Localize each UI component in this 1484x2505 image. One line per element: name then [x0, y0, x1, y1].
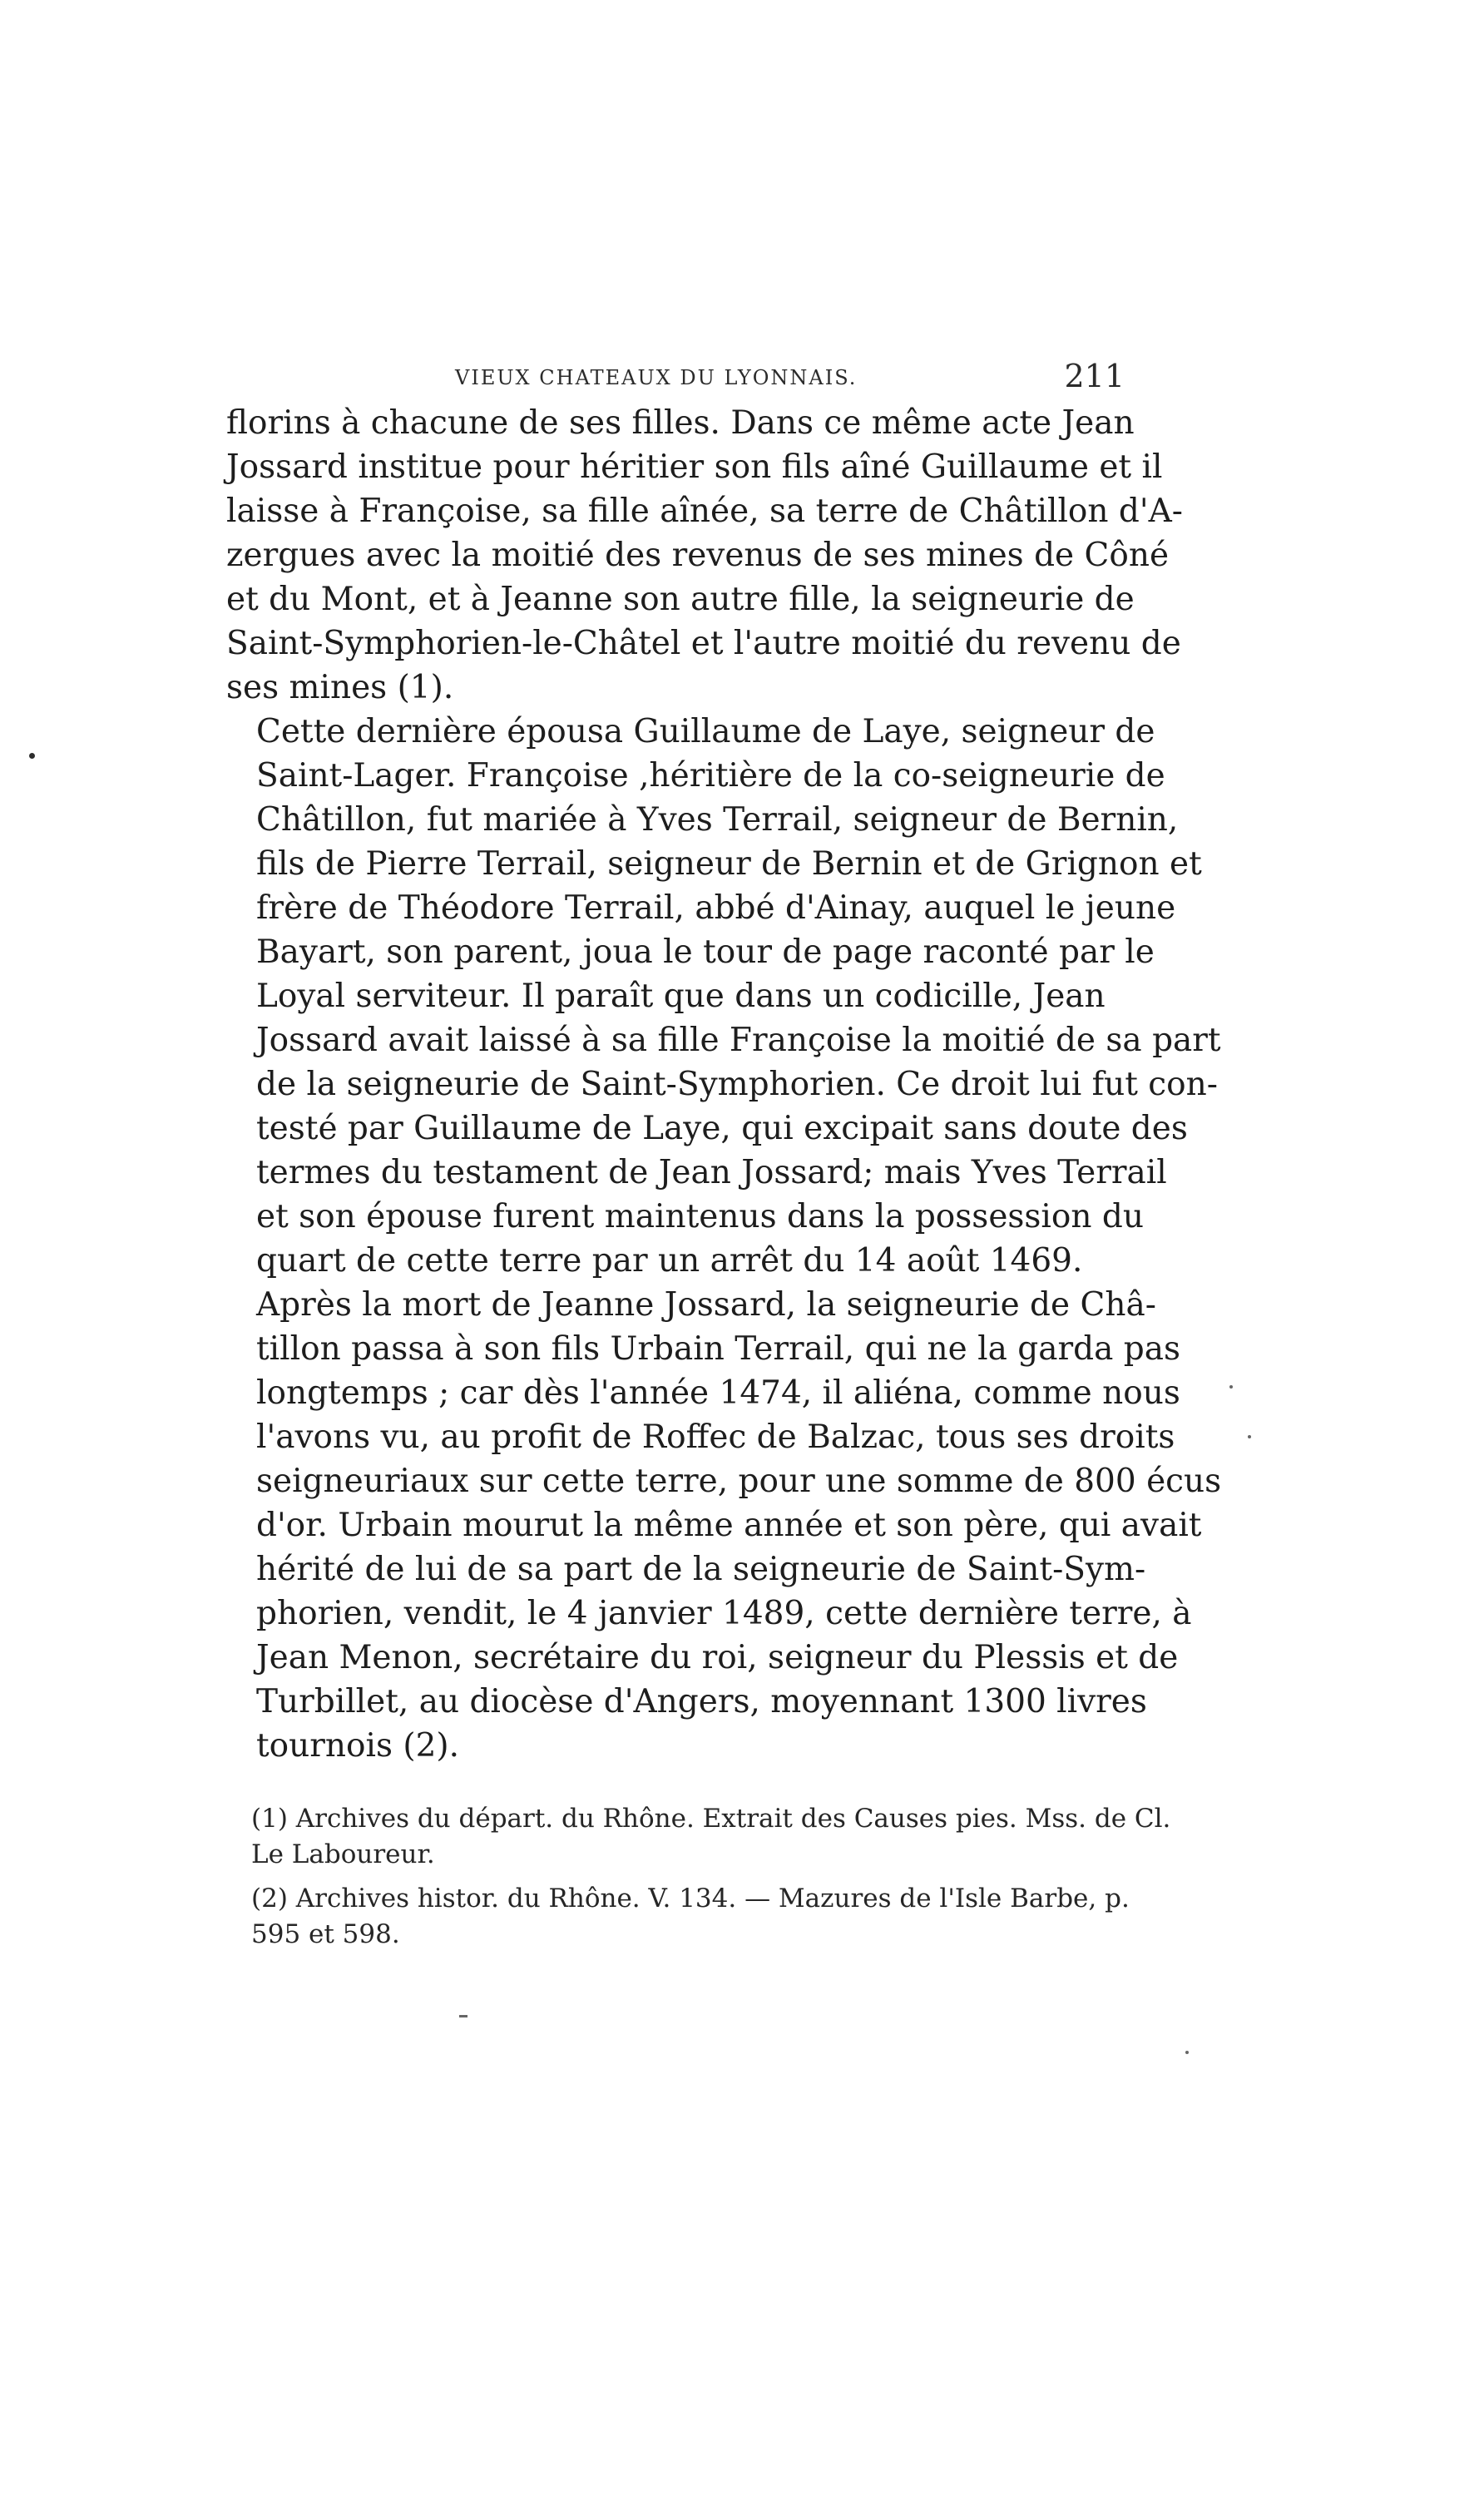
scan-speck [29, 753, 35, 759]
text-line: Loyal serviteur. Il paraît que dans un codicille, Jean [256, 978, 1106, 1015]
text-line: tournois (2). [256, 1727, 460, 1765]
text-line: Châtillon, fut mariée à Yves Terrail, seigneur de Bernin, [256, 801, 1179, 839]
text-line: et son épouse furent maintenus dans la possession du [256, 1198, 1144, 1235]
text-line: phorien, vendit, le 4 janvier 1489, cette dernière terre, à [256, 1595, 1192, 1632]
text-line: Saint-Symphorien-le-Châtel et l'autre moitié du revenu de [226, 625, 1181, 662]
text-line: florins à chacune de ses filles. Dans ce même acte Jean [226, 404, 1135, 442]
text-line: Jossard avait laissé à sa fille Françoise la moitié de sa part [256, 1022, 1221, 1059]
running-head: VIEUX CHATEAUX DU LYONNAIS. [455, 366, 858, 389]
page-number: 211 [1064, 358, 1125, 394]
text-line: de la seigneurie de Saint-Symphorien. Ce droit lui fut con- [256, 1066, 1218, 1103]
text-line: l'avons vu, au profit de Roffec de Balzac, tous ses droits [256, 1418, 1175, 1456]
text-line: hérité de lui de sa part de la seigneurie de Saint-Sym- [256, 1551, 1146, 1588]
text-line: et du Mont, et à Jeanne son autre fille, la seigneurie de [226, 581, 1135, 618]
text-line: quart de cette terre par un arrêt du 14 août 1469. [256, 1242, 1083, 1280]
paragraph-3 [226, 1283, 1222, 1768]
text-line: zergues avec la moitié des revenus de ses mines de Côné [226, 537, 1170, 574]
scan-speck [1248, 1435, 1251, 1438]
text-line: d'or. Urbain mourut la même année et son père, qui avait [256, 1507, 1202, 1544]
scan-mark [459, 2015, 467, 2017]
text-line: longtemps ; car dès l'année 1474, il aliéna, comme nous [256, 1374, 1180, 1412]
footnote-line: (1) Archives du départ. du Rhône. Extrait des Causes pies. Mss. de Cl. [251, 1804, 1171, 1834]
scan-speck [1185, 2051, 1189, 2054]
text-line: Jean Menon, secrétaire du roi, seigneur du Plessis et de [256, 1639, 1179, 1676]
footnote-line: (2) Archives histor. du Rhône. V. 134. — Mazures de l'Isle Barbe, p. [251, 1884, 1130, 1913]
text-line: termes du testament de Jean Jossard; mais Yves Terrail [256, 1154, 1167, 1191]
footnote-line: 595 et 598. [251, 1919, 400, 1949]
text-line: frère de Théodore Terrail, abbé d'Ainay, auquel le jeune [256, 889, 1176, 927]
footnote-line: Le Laboureur. [251, 1839, 435, 1869]
text-line: seigneuriaux sur cette terre, pour une somme de 800 écus [256, 1463, 1222, 1500]
text-line: fils de Pierre Terrail, seigneur de Bernin et de Grignon et [256, 845, 1202, 883]
text-line: Saint-Lager. Françoise ,héritière de la co-seigneurie de [256, 757, 1165, 795]
text-line: Jossard institue pour héritier son fils aîné Guillaume et il [226, 448, 1163, 486]
text-line: Après la mort de Jeanne Jossard, la seigneurie de Châ- [256, 1286, 1156, 1324]
paragraph-2 [226, 710, 1221, 1283]
text-line: laisse à Françoise, sa fille aînée, sa terre de Châtillon d'A- [226, 493, 1183, 530]
scan-speck [1229, 1385, 1233, 1389]
text-line: ses mines (1). [226, 669, 454, 706]
text-line: Cette dernière épousa Guillaume de Laye, seigneur de [256, 713, 1155, 750]
footnote-2 [226, 1881, 1130, 1953]
footnotes [226, 1801, 1171, 1961]
page-header [226, 358, 1125, 399]
footnote-1 [226, 1801, 1171, 1873]
text-line: testé par Guillaume de Laye, qui excipait sans doute des [256, 1110, 1188, 1147]
text-line: tillon passa à son fils Urbain Terrail, qui ne la garda pas [256, 1330, 1180, 1368]
text-line: Bayart, son parent, joua le tour de page raconté par le [256, 933, 1155, 971]
paragraph-1 [226, 401, 1183, 710]
text-line: Turbillet, au diocèse d'Angers, moyennant 1300 livres [256, 1683, 1147, 1720]
main-text [226, 401, 1222, 1768]
